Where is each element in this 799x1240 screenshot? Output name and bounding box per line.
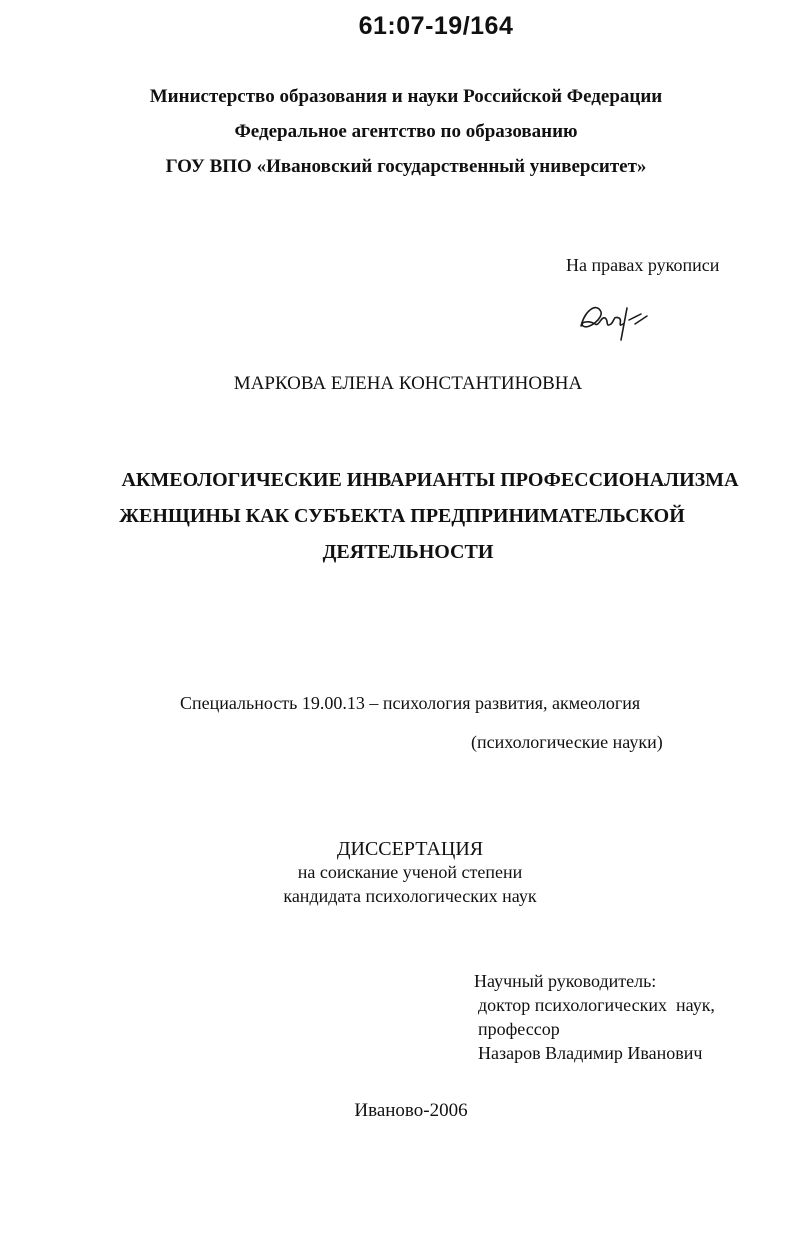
author-name: МАРКОВА ЕЛЕНА КОНСТАНТИНОВНА: [233, 373, 583, 394]
specialty-field: (психологические науки): [471, 732, 663, 752]
agency-line: Федеральное агентство по образованию: [234, 121, 578, 142]
supervisor-name: Назаров Владимир Иванович: [478, 1043, 703, 1063]
specialty-line: Специальность 19.00.13 – психология развития, акмеология: [180, 693, 641, 713]
degree-name-line: кандидата психологических наук: [283, 886, 537, 906]
handwritten-signature: [575, 296, 675, 344]
thesis-title-line-2: ЖЕНЩИНЫ КАК СУБЪЕКТА ПРЕДПРИНИМАТЕЛЬСКОЙ: [119, 505, 685, 527]
thesis-title-line-1: АКМЕОЛОГИЧЕСКИЕ ИНВАРИАНТЫ ПРОФЕССИОНАЛИЗМА: [121, 469, 739, 491]
manuscript-rights-note: На правах рукописи: [566, 255, 720, 275]
city-year: Иваново-2006: [354, 1100, 468, 1121]
supervisor-rank: профессор: [478, 1019, 560, 1039]
ministry-line: Министерство образования и науки Российской Федерации: [149, 86, 663, 107]
archive-stamp: 61:07-19/164: [358, 12, 514, 40]
university-line: ГОУ ВПО «Ивановский государственный университет»: [165, 156, 647, 177]
dissertation-heading: ДИССЕРТАЦИЯ: [336, 838, 484, 860]
supervisor-label: Научный руководитель:: [474, 971, 657, 991]
supervisor-degree: доктор психологических наук,: [478, 995, 715, 1015]
degree-purpose-line: на соискание ученой степени: [297, 862, 523, 882]
thesis-title-line-3: ДЕЯТЕЛЬНОСТИ: [322, 541, 494, 563]
